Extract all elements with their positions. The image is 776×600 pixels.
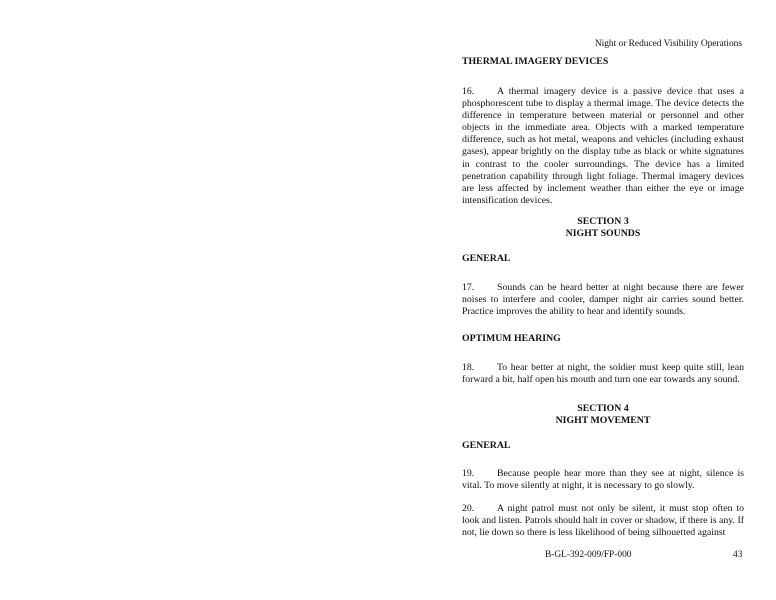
- section-title: NIGHT MOVEMENT: [555, 415, 651, 426]
- paragraph-text: A thermal imagery device is a passive device that uses a phosphorescent tube to display a thermal image. The device detects the difference in temperature between material or personnel and other objects in the immediate area. Objects with a marked temperature difference, such as hot metal, weapons and vehicles (including exhaust gases), appear brightly on the display tube as black or white signatures in contrast to the cooler surroundings. The device has a limited penetration capability through light foliage. Thermal imagery devices are less affected by inclement weather than either the eye or image intensification devices.: [462, 86, 744, 206]
- paragraph-number: 20.: [462, 503, 475, 514]
- heading-general-sounds: GENERAL: [462, 253, 511, 264]
- paragraph-17: [462, 282, 744, 318]
- document-code: B-GL-392-009/FP-000: [545, 550, 632, 560]
- paragraph-text: To hear better at night, the soldier must keep quite still, lean forward a bit, half open his mouth and turn one ear towards any sound.: [462, 362, 744, 386]
- paragraph-19: [462, 468, 744, 492]
- heading-thermal-imagery: THERMAL IMAGERY DEVICES: [462, 56, 609, 67]
- section-4-heading: [462, 403, 744, 427]
- section-label: SECTION 4: [577, 403, 629, 414]
- paragraph-20: [462, 503, 744, 539]
- section-title: NIGHT SOUNDS: [565, 228, 641, 239]
- paragraph-text: Sounds can be heard better at night because there are fewer noises to interfere and cooler, damper night air carries sound better. Practice improves the ability to hear and identify sounds.: [462, 282, 744, 318]
- paragraph-16: [462, 86, 744, 207]
- paragraph-number: 19.: [462, 468, 475, 479]
- heading-optimum-hearing: OPTIMUM HEARING: [462, 333, 561, 344]
- paragraph-text: Because people hear more than they see at night, silence is vital. To move silently at night, it is necessary to go slowly.: [462, 468, 744, 492]
- heading-general-movement: GENERAL: [462, 440, 511, 451]
- paragraph-text: A night patrol must not only be silent, it must stop often to look and listen. Patrols should halt in cover or shadow, if there is any. If not, lie down so there is less likelihood of being silhouetted against: [462, 503, 744, 539]
- paragraph-number: 18.: [462, 362, 475, 373]
- section-3-heading: [462, 216, 744, 240]
- paragraph-18: [462, 362, 744, 386]
- page-number: 43: [733, 550, 743, 560]
- paragraph-number: 16.: [462, 86, 475, 97]
- section-label: SECTION 3: [577, 216, 629, 227]
- paragraph-number: 17.: [462, 282, 475, 293]
- running-header: Night or Reduced Visibility Operations: [594, 39, 742, 49]
